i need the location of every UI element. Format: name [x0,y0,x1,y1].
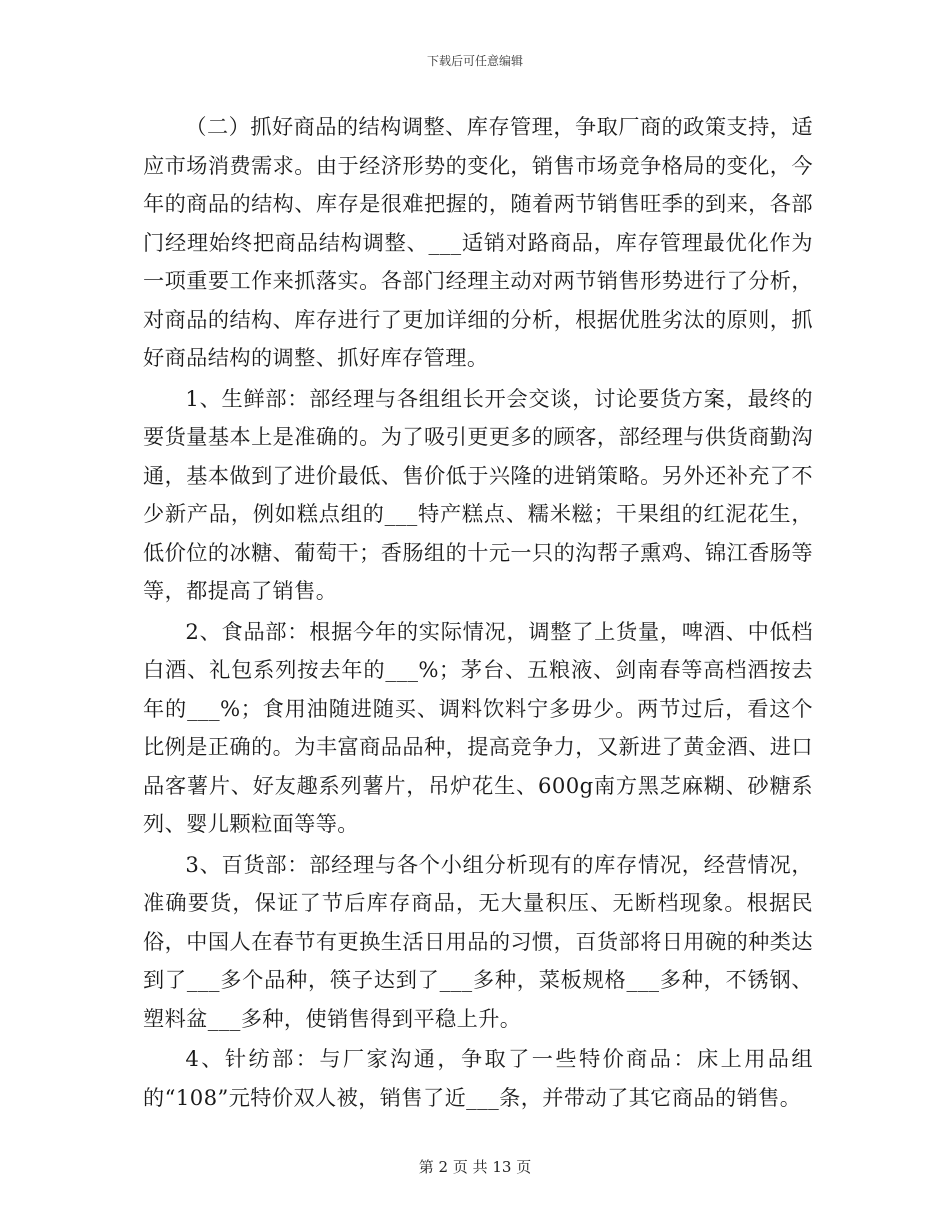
paragraph-food-dept: 2、食品部：根据今年的实际情况，调整了上货量，啤酒、中低档白酒、礼包系列按去年的___%；茅台、五粮液、剑南春等高档酒按去年的___%；食用油随进随买、调料饮料宁多毋少。两节过后，看这个比例是正确的。为丰富商品品种，提高竞争力，又新进了黄金酒、进口品客薯片、好友趣系列薯片，吊炉花生、600g南方黑芝麻糊、砂糖系列、婴儿颗粒面等等。 [143,618,813,836]
paragraph-intro: （二）抓好商品的结构调整、库存管理，争取厂商的政策支持，适应市场消费需求。由于经济形势的变化，销售市场竞争格局的变化，今年的商品的结构、库存是很难把握的，随着两节销售旺季的到来，各部门经理始终把商品结构调整、___适销对路商品，库存管理最优化作为一项重要工作来抓落实。各部门经理主动对两节销售形势进行了分析，对商品的结构、库存进行了更加详细的分析，根据优胜劣汰的原则，抓好商品结构的调整、抓好库存管理。 [143,114,813,370]
page-number: 第 2 页 共 13 页 [418,1158,532,1176]
paragraph-textile-dept: 4、针纺部：与厂家沟通，争取了一些特价商品：床上用品组的“108”元特价双人被，销售了近___条，并带动了其它商品的销售。 [143,1046,813,1110]
document-body [143,108,813,1119]
paragraph-general-goods-dept: 3、百货部：部经理与各个小组分析现有的库存情况，经营情况，准确要货，保证了节后库存商品，无大量积压、无断档现象。根据民俗，中国人在春节有更换生活日用品的习惯，百货部将日用碗的种类达到了___多个品种，筷子达到了___多种，菜板规格___多种，不锈钢、塑料盆___多种，使销售得到平稳上升。 [143,851,813,1031]
paragraph-fresh-dept: 1、生鲜部：部经理与各组组长开会交谈，讨论要货方案，最终的要货量基本上是准确的。为了吸引更更多的顾客，部经理与供货商勤沟通，基本做到了进价最低、售价低于兴隆的进销策略。另外还补充了不少新产品，例如糕点组的___特产糕点、糯米糍；干果组的红泥花生，低价位的冰糖、葡萄干；香肠组的十元一只的沟帮子熏鸡、锦江香肠等等，都提高了销售。 [143,385,813,603]
page-header-note: 下载后可任意编辑 [426,54,523,68]
